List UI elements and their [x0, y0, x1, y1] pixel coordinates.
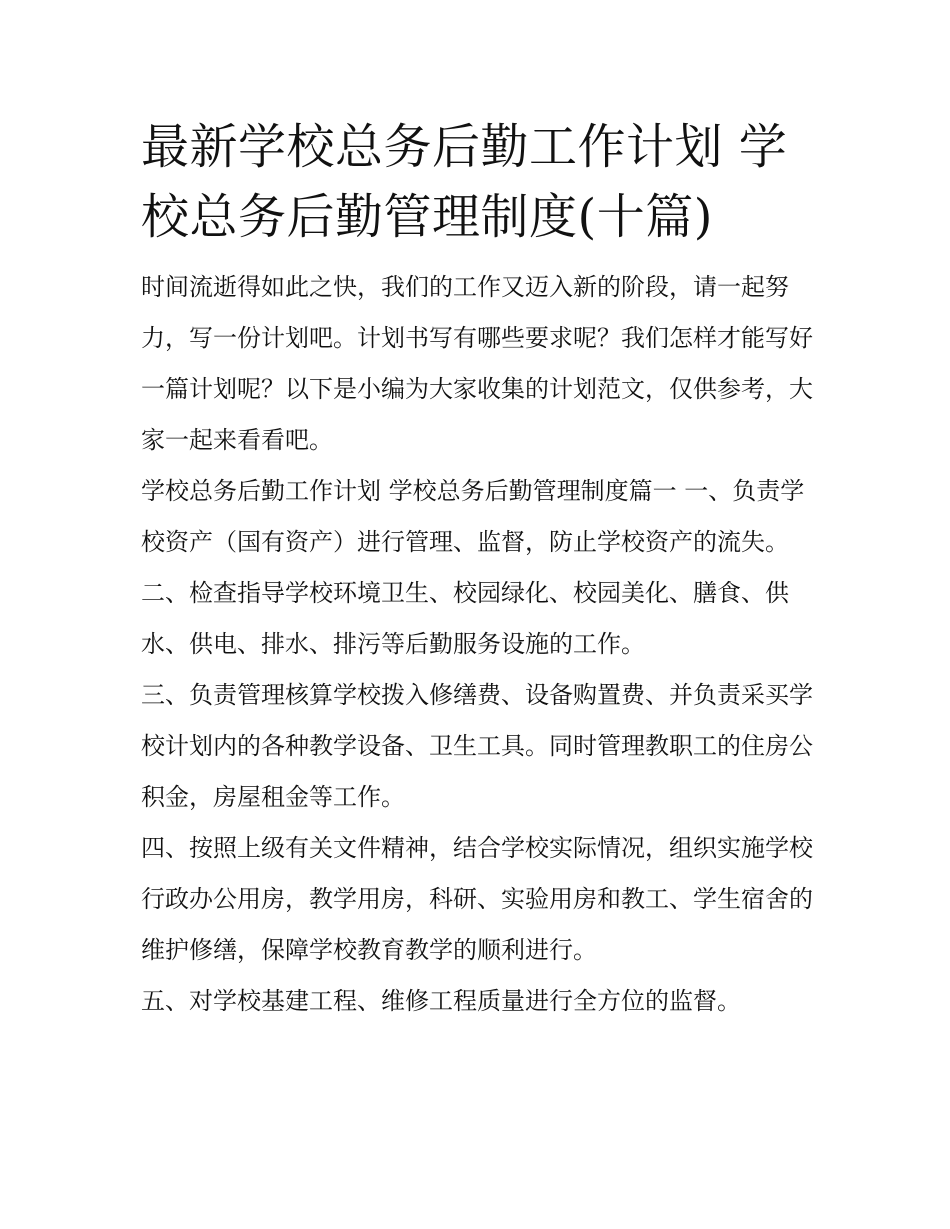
section-1-paragraph: 学校总务后勤工作计划 学校总务后勤管理制度篇一 一、负责学校资产（国有资产）进行管理、监督，防止学校资产的流失。 — [141, 477, 805, 556]
section-2-paragraph: 二、检查指导学校环境卫生、校园绿化、校园美化、膳食、供水、供电、排水、排污等后勤服务设施的工作。 — [141, 579, 789, 658]
title-line-2: 校总务后勤管理制度(十篇) — [141, 189, 713, 245]
document-title — [141, 112, 813, 252]
title-line-1: 最新学校总务后勤工作计划 学 — [141, 119, 788, 175]
document-content — [141, 112, 813, 1027]
section-4-paragraph: 四、按照上级有关文件精神，结合学校实际情况，组织实施学校行政办公用房，教学用房，科研、实验用房和教工、学生宿舍的维护修缮，保障学校教育教学的顺利进行。 — [141, 834, 813, 964]
intro-paragraph: 时间流逝得如此之快，我们的工作又迈入新的阶段，请一起努力，写一份计划吧。计划书写有哪些要求呢？我们怎样才能写好一篇计划呢？以下是小编为大家收集的计划范文，仅供参考，大家一起来看看吧。 — [141, 273, 813, 454]
section-3-paragraph: 三、负责管理核算学校拨入修缮费、设备购置费、并负责采买学校计划内的各种教学设备、卫生工具。同时管理教职工的住房公积金，房屋租金等工作。 — [141, 681, 813, 811]
section-5-paragraph: 五、对学校基建工程、维修工程质量进行全方位的监督。 — [141, 987, 741, 1015]
